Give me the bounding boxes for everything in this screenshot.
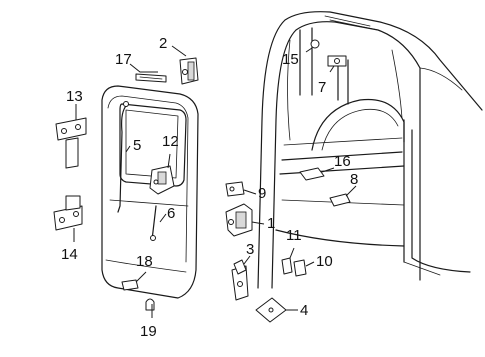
callout-16: 16 bbox=[334, 153, 351, 170]
callout-10: 10 bbox=[316, 253, 333, 270]
door-latch bbox=[150, 166, 174, 194]
callout-8: 8 bbox=[350, 171, 359, 188]
callout-14: 14 bbox=[61, 246, 78, 263]
upper-hinge-left bbox=[56, 118, 86, 168]
callout-11: 11 bbox=[286, 227, 302, 244]
callout-13: 13 bbox=[66, 88, 83, 105]
door-plug bbox=[146, 299, 154, 310]
upper-hinge-right bbox=[180, 58, 198, 84]
callout-2: 2 bbox=[159, 35, 168, 52]
callout-19: 19 bbox=[140, 323, 157, 340]
floor-striker bbox=[300, 168, 324, 180]
callout-12: 12 bbox=[162, 133, 179, 150]
callout-9: 9 bbox=[258, 185, 267, 202]
reinforcement-plate bbox=[256, 298, 286, 322]
lower-rod bbox=[151, 206, 157, 241]
door-check-strap bbox=[136, 74, 166, 82]
door-bumper bbox=[122, 280, 138, 290]
callout-6: 6 bbox=[167, 205, 176, 222]
top-striker-cap bbox=[311, 40, 319, 48]
bolt bbox=[282, 258, 292, 274]
leader-lines bbox=[74, 46, 359, 318]
callout-18: 18 bbox=[136, 253, 153, 270]
callout-1: 1 bbox=[267, 215, 276, 232]
lower-striker bbox=[330, 194, 350, 206]
nut bbox=[294, 260, 306, 276]
callout-17: 17 bbox=[115, 51, 132, 68]
callout-5: 5 bbox=[133, 137, 142, 154]
body-lower-hinge bbox=[232, 260, 248, 300]
check-link bbox=[226, 182, 244, 196]
callout-7: 7 bbox=[318, 79, 327, 96]
upper-striker bbox=[328, 56, 346, 66]
body-hinge bbox=[226, 204, 252, 236]
callout-3: 3 bbox=[246, 241, 255, 258]
callout-labels bbox=[61, 35, 358, 340]
lower-hinge-left bbox=[54, 196, 82, 230]
callout-4: 4 bbox=[300, 302, 309, 319]
callout-15: 15 bbox=[282, 51, 299, 68]
